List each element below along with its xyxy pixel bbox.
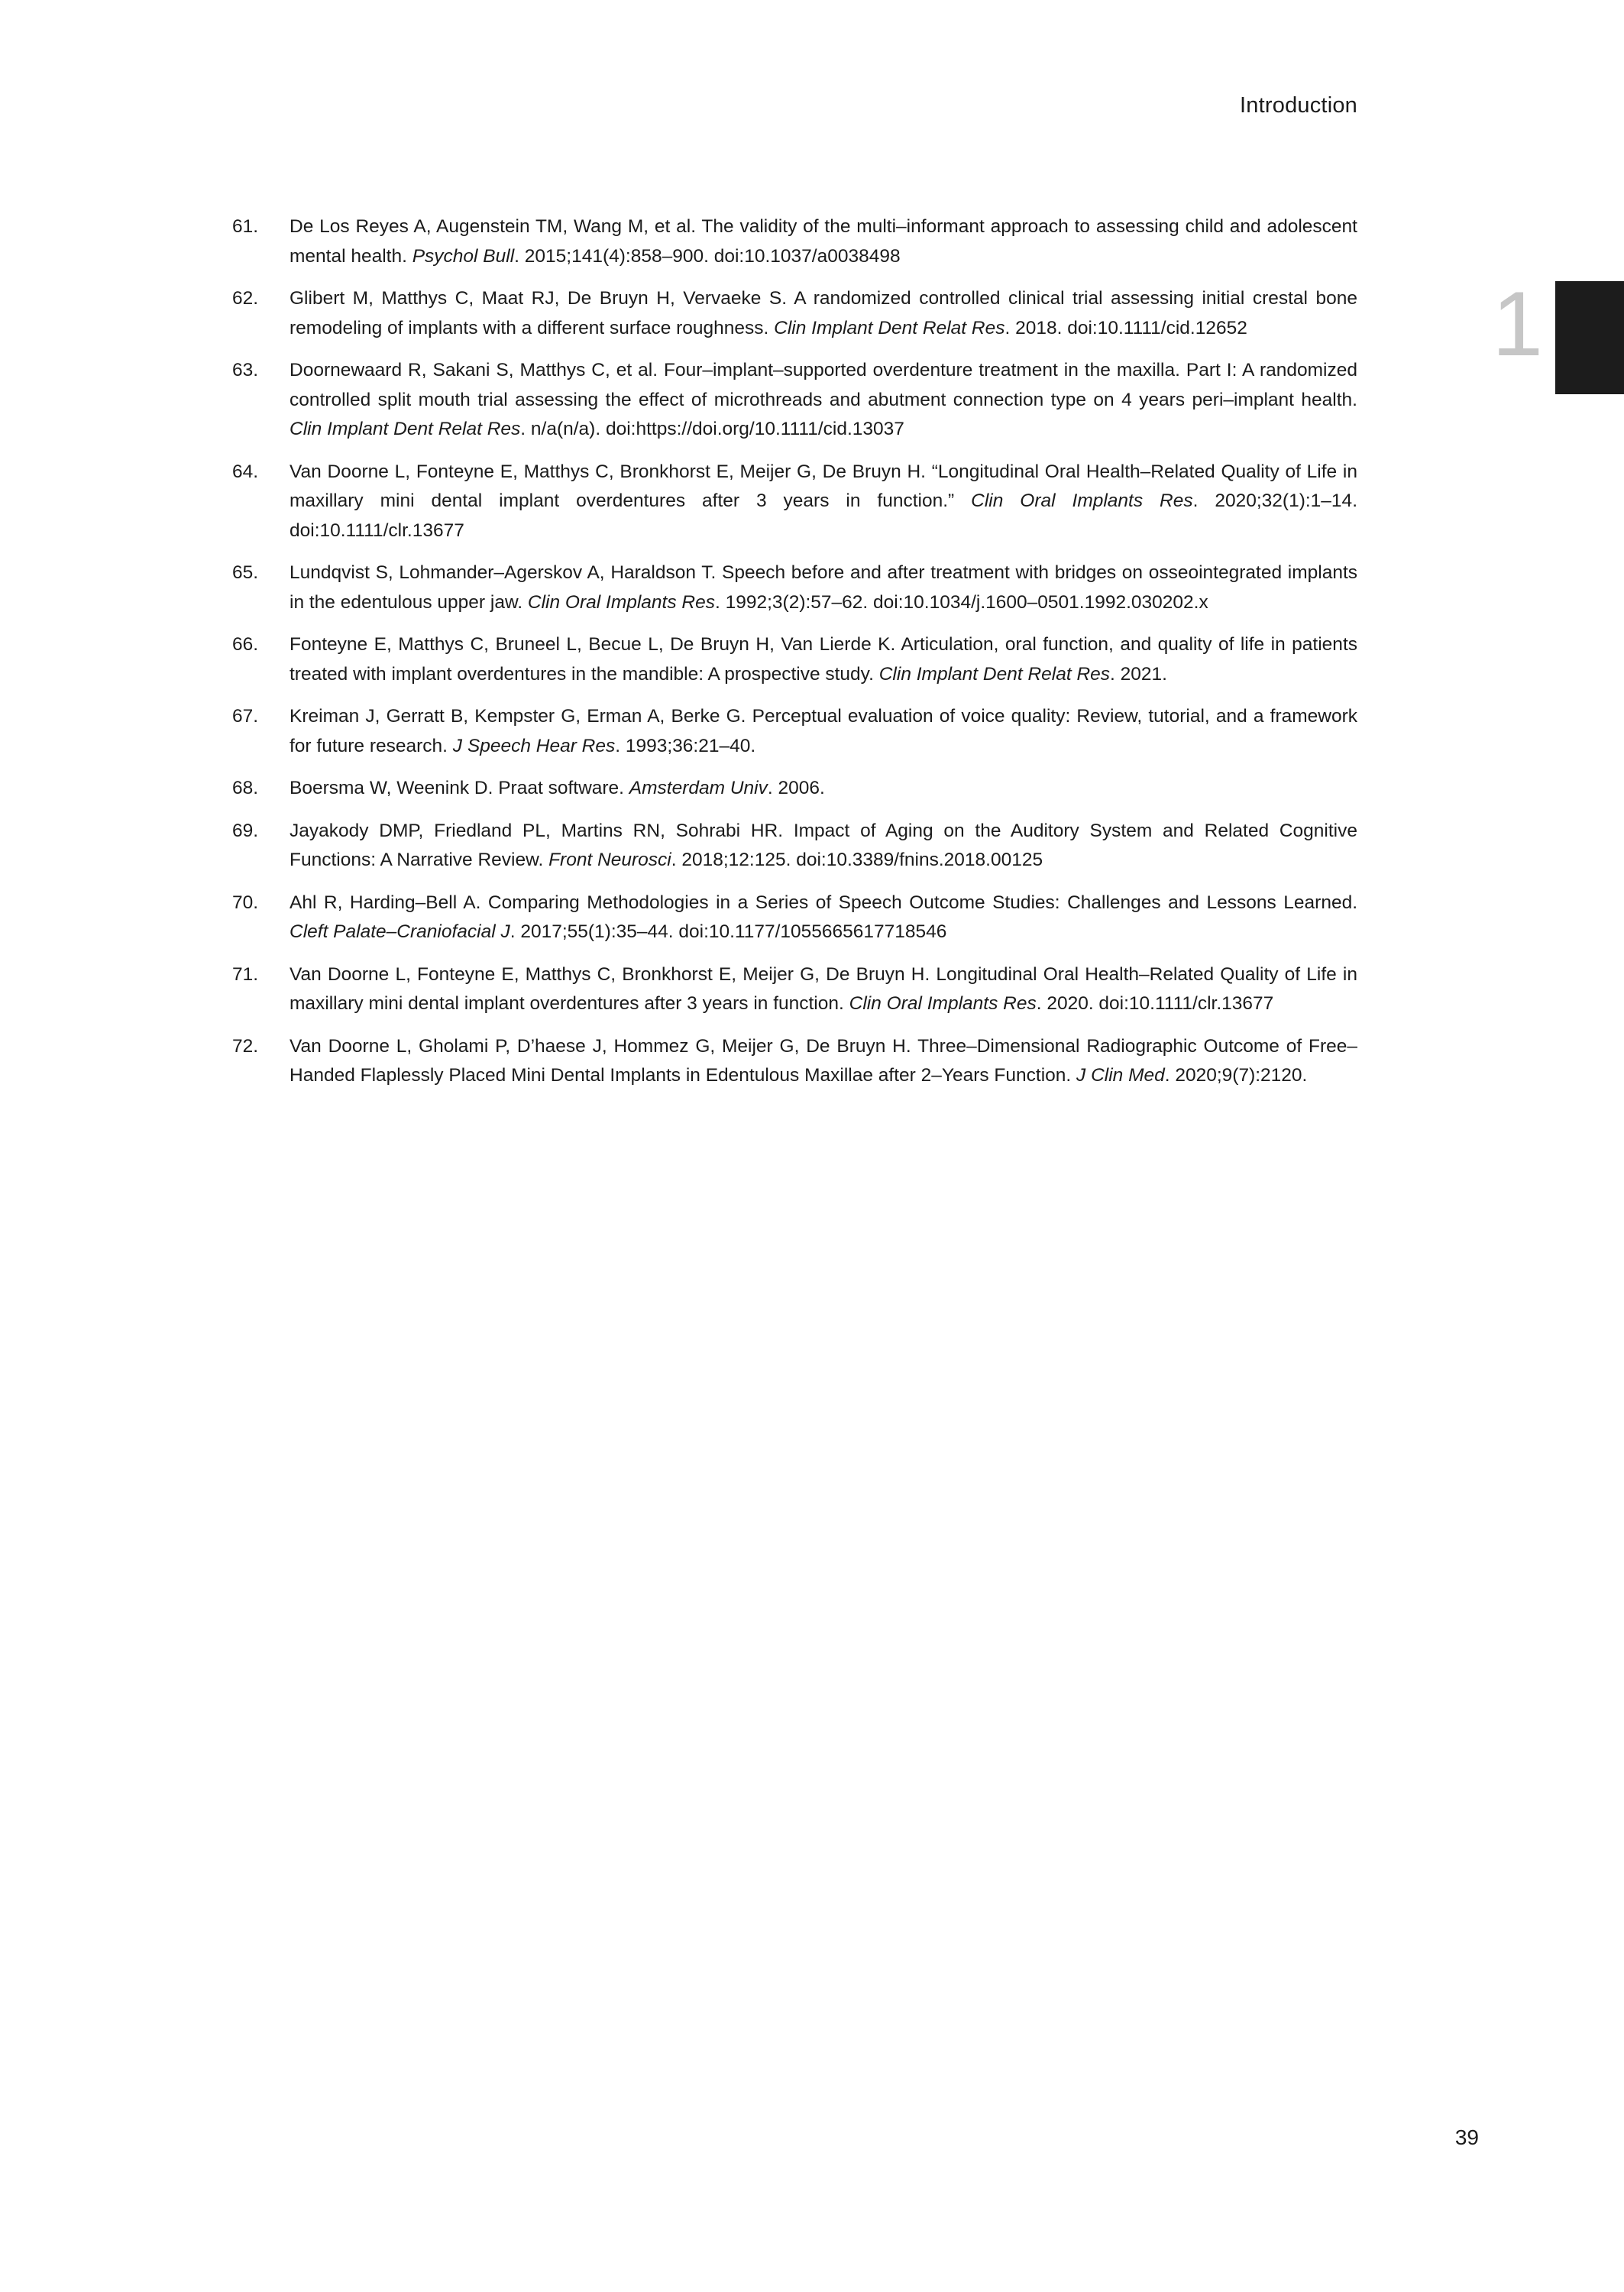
reference-segment: Lundqvist S, Lohmander–Agerskov A, Haraldson T. Speech before and after treatment with bridges on osseointegrated implants in the edentulous upper jaw. (290, 562, 1357, 613)
reference-item (232, 558, 1357, 617)
reference-number: 68. (232, 778, 259, 798)
journal-name: Clin Implant Dent Relat Res (290, 419, 521, 439)
reference-segment: Glibert M, Matthys C, Maat RJ, De Bruyn H, Vervaeke S. A randomized controlled clinical trial assessing initial crestal bone remodeling of implants with a different surface roughness. (290, 288, 1357, 338)
reference-number: 66. (232, 634, 259, 655)
reference-segment: . n/a(n/a). doi:https://doi.org/10.1111/cid.13037 (520, 419, 904, 439)
journal-name: Clin Oral Implants Res (971, 490, 1193, 511)
reference-item (232, 1032, 1357, 1091)
reference-segment: . 2018. doi:10.1111/cid.12652 (1004, 317, 1247, 338)
journal-name: Clin Implant Dent Relat Res (774, 317, 1005, 338)
reference-number: 71. (232, 963, 259, 985)
journal-name: Cleft Palate–Craniofacial J (290, 921, 510, 942)
reference-number: 65. (232, 562, 259, 583)
reference-text (290, 458, 1357, 546)
reference-number: 63. (232, 360, 259, 380)
reference-number: 72. (232, 1035, 259, 1057)
reference-segment: . 1992;3(2):57–62. doi:10.1034/j.1600–0501.1992.030202.x (715, 591, 1208, 613)
journal-name: Amsterdam Univ (629, 778, 768, 798)
reference-item (232, 356, 1357, 445)
reference-segment: Boersma W, Weenink D. Praat software. (290, 778, 629, 798)
reference-segment: . 2006. (767, 778, 825, 798)
reference-segment: Van Doorne L, Gholami P, D’haese J, Hommez G, Meijer G, De Bruyn H. Three–Dimensional Radiographic Outcome of Free–Handed Flaplessly Placed Mini Dental Implants in Edentulous Maxillae after 2–Years Function. (290, 1035, 1357, 1086)
reference-number: 62. (232, 288, 259, 309)
reference-item (232, 702, 1357, 761)
reference-item (232, 630, 1357, 689)
reference-item (232, 817, 1357, 876)
reference-segment: Van Doorne L, Fonteyne E, Matthys C, Bronkhorst E, Meijer G, De Bruyn H. “Longitudinal Oral Health–Related Quality of Life in maxillary mini dental implant overdentures after 3 years in function.” (290, 461, 1357, 511)
page-number: 39 (1454, 2125, 1479, 2149)
reference-segment: Van Doorne L, Fonteyne E, Matthys C, Bronkhorst E, Meijer G, De Bruyn H. Longitudinal Oral Health–Related Quality of Life in maxillary mini dental implant overdentures after 3 years in function. (290, 963, 1357, 1014)
reference-segment: Jayakody DMP, Friedland PL, Martins RN, Sohrabi HR. Impact of Aging on the Auditory System and Related Cognitive Functions: A Narrative Review. (290, 820, 1357, 870)
reference-text (290, 284, 1357, 343)
reference-text (290, 212, 1357, 271)
reference-text (290, 774, 1357, 804)
reference-segment: . 2018;12:125. doi:10.3389/fnins.2018.00125 (671, 850, 1043, 870)
journal-name: J Clin Med (1076, 1065, 1165, 1086)
reference-item (232, 889, 1357, 947)
reference-segment: . 2021. (1110, 663, 1167, 685)
reference-text (290, 889, 1357, 947)
reference-text (290, 558, 1357, 617)
reference-number: 61. (232, 216, 259, 237)
reference-segment: . 2020;9(7):2120. (1164, 1065, 1308, 1086)
journal-name: Clin Implant Dent Relat Res (878, 663, 1111, 685)
journal-name: Clin Oral Implants Res (849, 993, 1037, 1014)
reference-number: 67. (232, 706, 259, 727)
chapter-number: 1 (1492, 273, 1543, 375)
reference-segment: Kreiman J, Gerratt B, Kempster G, Erman A, Berke G. Perceptual evaluation of voice quality: Review, tutorial, and a framework for future research. (290, 706, 1357, 756)
running-header: Introduction (1240, 93, 1357, 118)
reference-segment: Doornewaard R, Sakani S, Matthys C, et al. Four–implant–supported overdenture treatment in the maxilla. Part I: A randomized controlled split mouth trial assessing the effect of microthreads and abutment connection type on 4 years peri–implant health. (290, 360, 1357, 410)
reference-segment: . 1993;36:21–40. (615, 735, 756, 756)
reference-segment: Fonteyne E, Matthys C, Bruneel L, Becue L, De Bruyn H, Van Lierde K. Articulation, oral function, and quality of life in patients treated with implant overdentures in the mandible: A prospective study. (290, 634, 1357, 685)
reference-item (232, 284, 1357, 343)
journal-name: J Speech Hear Res (452, 735, 616, 756)
reference-segment: . 2015;141(4):858–900. doi:10.1037/a0038498 (514, 245, 901, 267)
chapter-tab-bar (1555, 281, 1624, 394)
reference-item (232, 212, 1357, 271)
journal-name: Psychol Bull (412, 245, 515, 267)
reference-number: 69. (232, 820, 259, 841)
reference-text (290, 817, 1357, 876)
reference-text (290, 960, 1357, 1019)
reference-list (232, 212, 1357, 1104)
journal-name: Front Neurosci (548, 850, 671, 870)
reference-item (232, 960, 1357, 1019)
reference-segment: Ahl R, Harding–Bell A. Comparing Methodologies in a Series of Speech Outcome Studies: Challenges and Lessons Learned. (290, 892, 1357, 913)
reference-item (232, 774, 1357, 804)
journal-name: Clin Oral Implants Res (527, 591, 715, 613)
reference-text (290, 702, 1357, 761)
reference-number: 64. (232, 461, 259, 482)
reference-text (290, 356, 1357, 445)
reference-text (290, 1032, 1357, 1091)
reference-item (232, 458, 1357, 546)
reference-number: 70. (232, 892, 259, 913)
reference-segment: . 2020. doi:10.1111/clr.13677 (1036, 993, 1274, 1014)
reference-segment: . 2017;55(1):35–44. doi:10.1177/1055665617718546 (510, 921, 947, 942)
reference-text (290, 630, 1357, 689)
reference-segment: . 2020;32(1):1–14. doi:10.1111/clr.13677 (290, 490, 1357, 541)
reference-segment: De Los Reyes A, Augenstein TM, Wang M, et al. The validity of the multi–informant approach to assessing child and adolescent mental health. (290, 216, 1357, 267)
